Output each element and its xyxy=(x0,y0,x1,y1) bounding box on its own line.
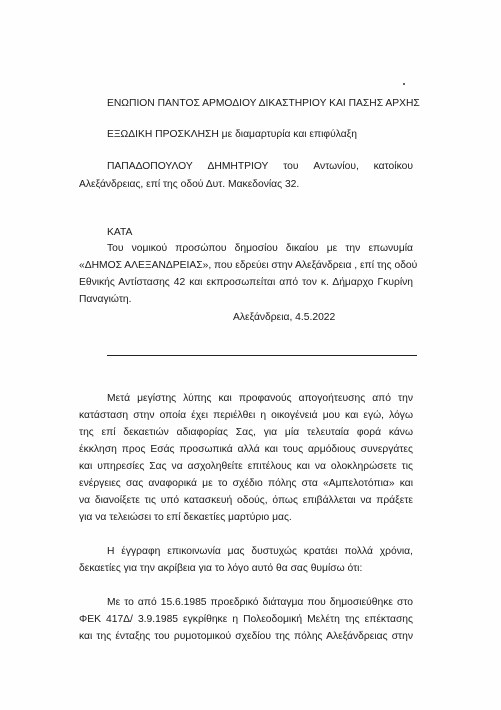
body-line: να διανοίξετε τις υπό κατασκευή οδούς, όπως επιβάλλεται να πράξετε xyxy=(79,495,413,506)
applicant-name: ΔΗΜΗΤΡΙΟΥ xyxy=(207,161,269,172)
applicant-tou: του xyxy=(283,161,299,172)
respondent-line: «ΔΗΜΟΣ ΑΛΕΞΑΝΔΡΕΙΑΣ», που εδρεύει στην Αλεξάνδρεια , επί της οδού xyxy=(79,260,418,271)
body-line: της επί δεκαετιών αδιαφορίας Σας, για μία τελευταία φορά κάνω xyxy=(79,427,413,438)
body-line: Μετά μεγίστης λύπης και προφανούς απογοήτευσης από την xyxy=(107,393,413,404)
respondent-line: Εθνικής Αντίστασης 42 και εκπροσωπείται από τον κ. Δήμαρχο Γκυρίνη xyxy=(79,277,413,288)
body-line: και υπηρεσίες Σας να ασχοληθείτε επιτέλους και να ολοκληρώσετε τις xyxy=(79,461,413,472)
stray-mark xyxy=(403,83,405,85)
body-line: για να τελειώσει το επί δεκαετίες μαρτύριο μας. xyxy=(79,512,292,523)
body-line: και της ένταξης του ρυμοτομικού σχεδίου της πόλης Αλεξάνδρειας στην xyxy=(79,631,413,642)
applicant-resident: κατοίκου xyxy=(373,161,413,172)
respondent-line: Παναγιώτη. xyxy=(79,294,132,305)
body-line: έκκληση προς Εσάς προσωπικά αλλά και τους αρμόδιους συνεργάτες xyxy=(79,444,413,455)
place-date: Αλεξάνδρεια, 4.5.2022 xyxy=(233,312,336,323)
body-line: ενέργειες σας αναφορικά με το σχέδιο πόλης στα «Αμπελοτόπια» και xyxy=(79,478,413,489)
document-heading: ΕΝΩΠΙΟΝ ΠΑΝΤΟΣ ΑΡΜΟΔΙΟΥ ΔΙΚΑΣΤΗΡΙΟΥ ΚΑΙ ΠΑΣΗΣ ΑΡΧΗΣ xyxy=(107,98,420,109)
body-line: ΦΕΚ 417Δ/ 3.9.1985 εγκρίθηκε η Πολεοδομική Μελέτη της επέκτασης xyxy=(79,614,413,625)
applicant-line-2: Αλεξάνδρειας, επί της οδού Δυτ. Μακεδονίας 32. xyxy=(79,179,300,190)
separator-line xyxy=(107,355,417,356)
body-line: κατάσταση στην οποία έχει περιέλθει η οικογένειά μου και εγώ, λόγω xyxy=(79,410,413,421)
applicant-father: Αντωνίου, xyxy=(313,161,359,172)
applicant-line-1 xyxy=(107,160,413,174)
body-line: Με το από 15.6.1985 προεδρικό διάταγμα που δημοσιεύθηκε στο xyxy=(107,597,413,608)
document-subject: ΕΞΩΔΙΚΗ ΠΡΟΣΚΛΗΣΗ με διαμαρτυρία και επιφύλαξη xyxy=(107,129,357,140)
body-line: δεκαετίες για την ακρίβεια για το λόγο αυτό θα σας θυμίσω ότι: xyxy=(79,563,363,574)
against-label: ΚΑΤΑ xyxy=(107,227,133,238)
respondent-line: Του νομικού προσώπου δημοσίου δικαίου με την επωνυμία xyxy=(107,243,413,254)
applicant-surname: ΠΑΠΑΔΟΠΟΥΛΟΥ xyxy=(107,161,193,172)
body-line: Η έγγραφη επικοινωνία μας δυστυχώς κρατάει πολλά χρόνια, xyxy=(107,546,413,557)
